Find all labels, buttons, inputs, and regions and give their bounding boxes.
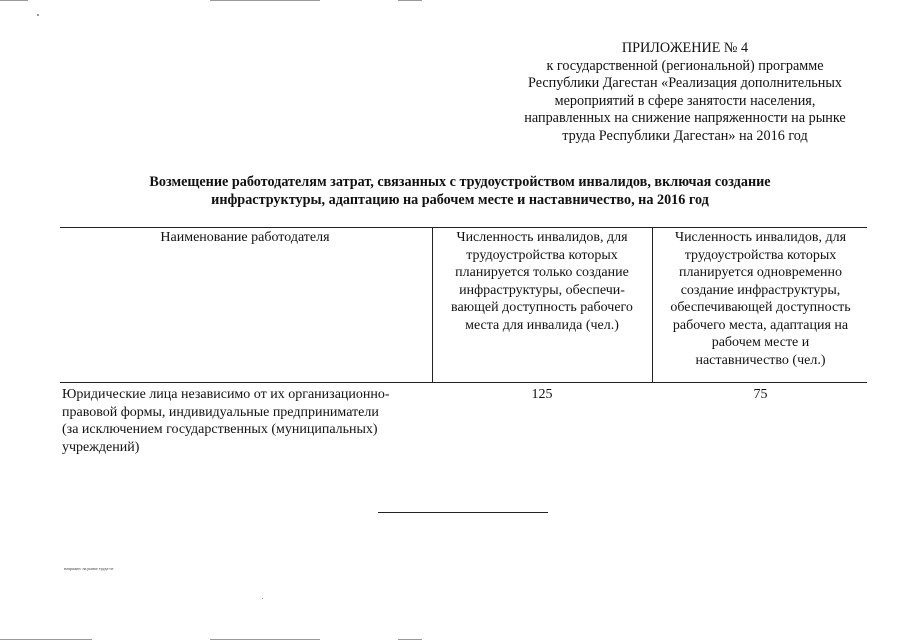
scan-artifact: [210, 0, 320, 1]
table-header-full-support: [654, 229, 867, 369]
title-line: инфраструктуры, адаптацию на рабочем месте и наставничество, на 2016 год: [211, 192, 709, 208]
header-line: наставничество (чел.): [695, 352, 826, 368]
header-line: вающей доступность рабочего: [451, 300, 633, 315]
appendix-line: труда Республики Дагестан» на 2016 год: [562, 127, 808, 144]
header-line: обеспечивающей доступность: [670, 300, 851, 315]
scan-speck: [37, 14, 39, 16]
table-column-divider: [652, 227, 653, 383]
table-column-divider: [432, 227, 433, 383]
appendix-header: [505, 40, 865, 146]
header-line: Численность инвалидов, для: [674, 230, 847, 245]
table-header-infrastructure-only: [434, 229, 650, 334]
table-header-rule: [60, 382, 867, 383]
appendix-line: к государственной (региональной) программе: [546, 57, 824, 74]
appendix-line: Республики Дагестан «Реализация дополнительных: [528, 75, 842, 92]
footer-note: напряжен. на рынке труда-сн: [64, 566, 114, 571]
header-line: планируется только создание: [455, 265, 629, 280]
appendix-line: ПРИЛОЖЕНИЕ № 4: [621, 40, 749, 56]
header-line: Численность инвалидов, для: [456, 230, 628, 245]
scan-speck: [262, 598, 263, 599]
title-line: Возмещение работодателям затрат, связанных с трудоустройством инвалидов, включая создание: [149, 174, 771, 190]
scan-artifact: [0, 0, 28, 1]
table-header-employer: [60, 229, 430, 247]
table-cell-infrastructure-only: 125: [531, 387, 553, 402]
closing-rule: [378, 512, 548, 513]
scan-artifact: [398, 0, 422, 1]
header-line: планируется одновременно: [678, 265, 843, 280]
header-line: трудоустройства которых: [466, 247, 618, 263]
appendix-line: направленных на снижение напряженности на рынке: [524, 110, 846, 127]
table-top-rule: [60, 227, 867, 228]
document-title: [60, 173, 860, 209]
table-cell-employer: [62, 386, 430, 456]
employer-line: учреждений): [62, 439, 140, 455]
header-line: инфраструктуры, обеспечи-: [459, 282, 625, 298]
header-line: создание инфраструктуры,: [680, 282, 841, 298]
employer-line: Юридические лица независимо от их организационно-: [62, 387, 390, 402]
table-cell-full-support: 75: [753, 387, 768, 402]
employer-line: (за исключением государственных (муниципальных): [62, 422, 378, 437]
header-line: Наименование работодателя: [160, 230, 330, 245]
employer-line: правовой формы, индивидуальные предприниматели: [62, 404, 379, 420]
appendix-line: мероприятий в сфере занятости населения,: [554, 92, 816, 109]
header-line: места для инвалида (чел.): [465, 317, 619, 333]
header-line: рабочего места, адаптация на: [672, 317, 849, 333]
header-line: трудоустройства которых: [684, 247, 837, 263]
header-line: рабочем месте и: [711, 335, 810, 350]
